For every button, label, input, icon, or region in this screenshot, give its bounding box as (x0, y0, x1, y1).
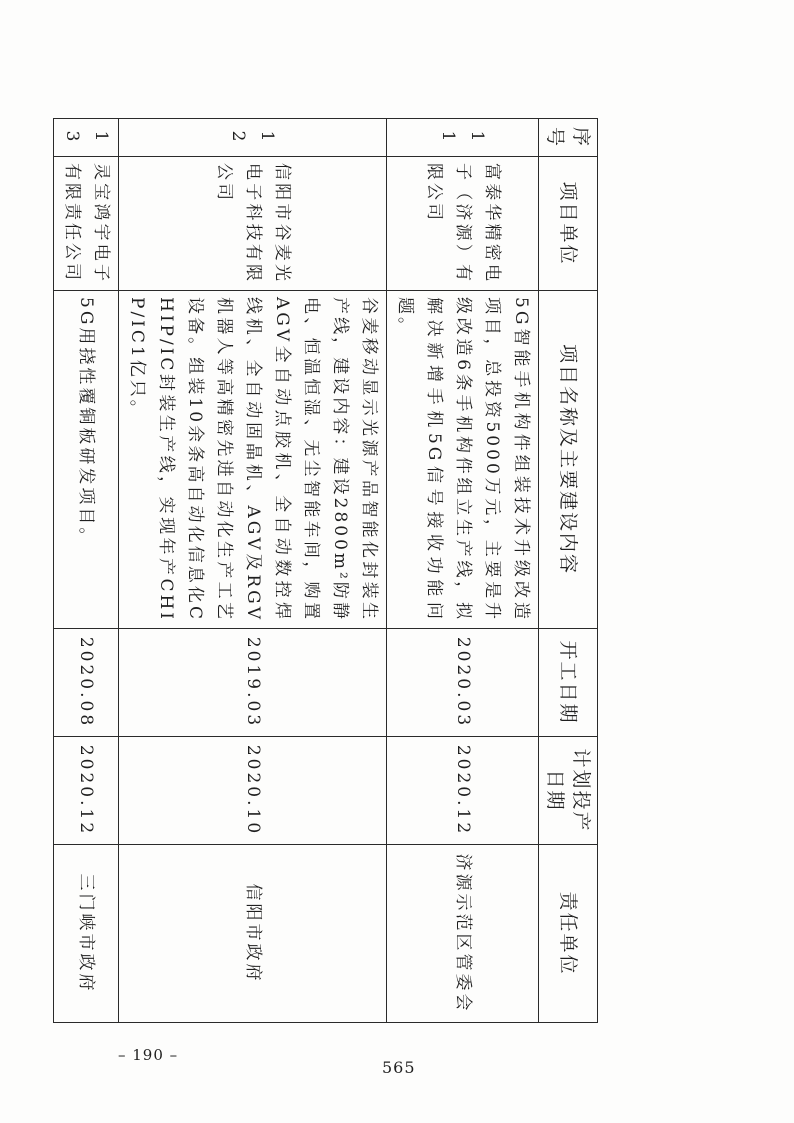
table-row (119, 119, 387, 1023)
cell-plan-date: 2020.12 (387, 737, 539, 845)
cell-unit: 富泰华精密电子（济源）有限公司 (387, 157, 539, 291)
cell-name: 5G用挠性覆铜板研发项目。 (54, 291, 119, 629)
table-header-row (539, 119, 598, 1023)
cell-plan-date: 2020.10 (119, 737, 387, 845)
header-plan-date: 计划投产日期 (539, 737, 598, 845)
cell-plan-date: 2020.12 (54, 737, 119, 845)
cell-responsible: 济源示范区管委会 (387, 845, 539, 1023)
header-responsible: 责任单位 (539, 845, 598, 1023)
cell-start-date: 2020.03 (387, 629, 539, 737)
cell-unit: 信阳市谷麦光电子科技有限公司 (119, 157, 387, 291)
cell-start-date: 2020.08 (54, 629, 119, 737)
project-table (53, 118, 598, 1023)
table-row (54, 119, 119, 1023)
project-table-rotated (62, 118, 598, 1022)
cell-responsible: 信阳市政府 (119, 845, 387, 1023)
cell-responsible: 三门峡市政府 (54, 845, 119, 1023)
cell-seq: 12 (119, 119, 387, 157)
cell-name: 5G智能手机构件组装技术升级改造项目，总投资5000万元，主要是升级改造6条手机构件组立生产线，拟解决新增手机5G信号接收功能问题。 (387, 291, 539, 629)
cell-start-date: 2019.03 (119, 629, 387, 737)
cell-name: 谷麦移动显示光源产品智能化封装生产线，建设内容：建设2800m²防静电、恒温恒湿、无尘智能车间，购置AGV全自动点胶机、全自动数控焊线机、全自动固晶机、AGV及RGV机器人等高精密先进自动化生产工艺设备。组装10余条高自动化信息化CHIP/IC封装生产线，实现年产CHIP/IC1亿只。 (119, 291, 387, 629)
page-number-left: – 190 – (118, 1046, 179, 1064)
header-seq: 序号 (539, 119, 598, 157)
header-unit: 项目单位 (539, 157, 598, 291)
cell-seq: 11 (387, 119, 539, 157)
header-start-date: 开工日期 (539, 629, 598, 737)
cell-unit: 灵宝鸿宇电子有限责任公司 (54, 157, 119, 291)
table-row (387, 119, 539, 1023)
cell-seq: 13 (54, 119, 119, 157)
header-name: 项目名称及主要建设内容 (539, 291, 598, 629)
page-number-center: 565 (382, 1058, 416, 1077)
